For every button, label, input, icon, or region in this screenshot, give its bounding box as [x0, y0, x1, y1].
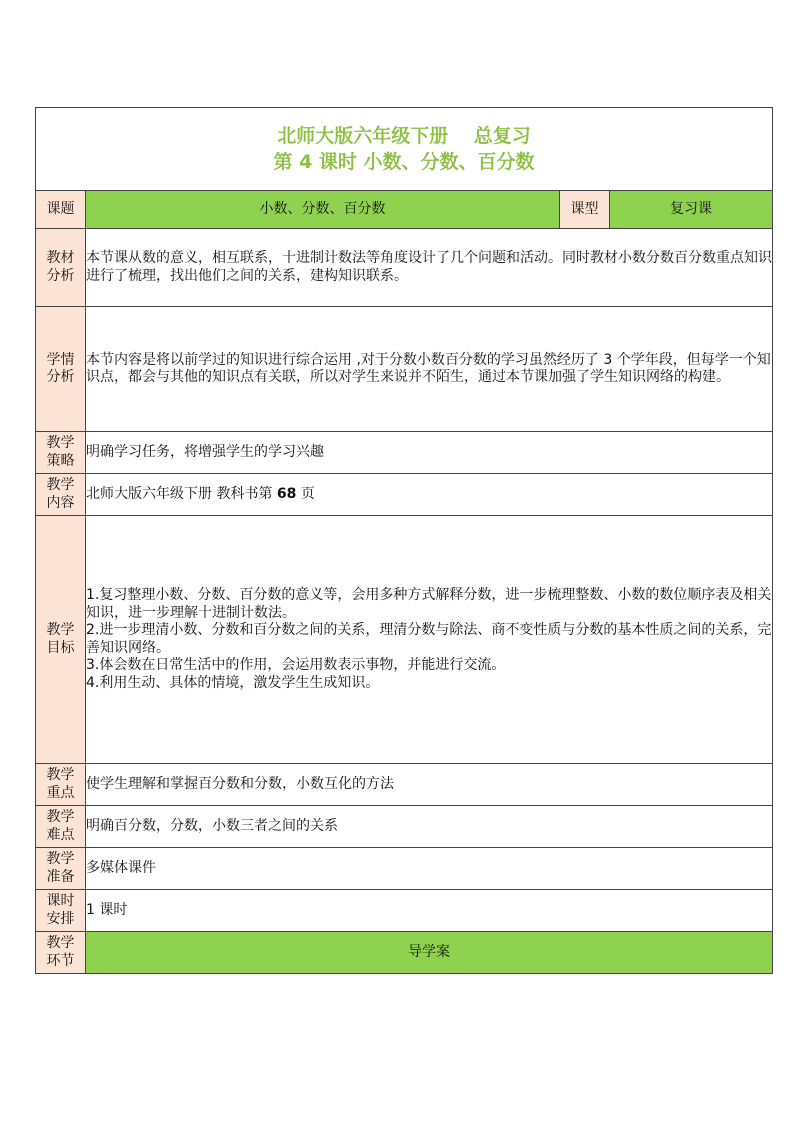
prep-label: 教学 准备: [36, 848, 86, 890]
goal-item: 1.复习整理小数、分数、百分数的意义等，会用多种方式解释分数，进一步梳理整数、小数的数位顺序表及相关知识，进一步理解十进制计数法。: [86, 587, 772, 621]
content-text-pre: 北师大版六年级下册 教科书第: [86, 485, 277, 502]
header-cell: [36, 108, 773, 191]
key-text: 使学生理解和掌握百分数和分数，小数互化的方法: [86, 764, 773, 806]
schedule-text: 1 课时: [86, 890, 773, 932]
doc-title: 北师大版六年级下册 总复习: [277, 125, 531, 147]
topic-label: 课题: [36, 191, 86, 229]
type-label: 课型: [560, 191, 610, 229]
type-value: 复习课: [610, 191, 773, 229]
difficulty-text: 明确百分数，分数，小数三者之间的关系: [86, 806, 773, 848]
material-label: 教材 分析: [36, 229, 86, 307]
lesson-title: 第 4 课时 小数、分数、百分数: [273, 151, 535, 173]
difficulty-label: 教学 难点: [36, 806, 86, 848]
learner-text: 本节内容是将以前学过的知识进行综合运用 ,对于分数小数百分数的学习虽然经历了 3 个学年段，但每学一个知识点，都会与其他的知识点有关联，所以对学生来说并不陌生，通过本节课加强了学生知识网络的构建。: [86, 307, 773, 432]
goals-label: 教学 目标: [36, 516, 86, 764]
goal-item: 4.利用生动、具体的情境，激发学生生成知识。: [86, 674, 380, 691]
strategy-text: 明确学习任务，将增强学生的学习兴趣: [86, 432, 773, 474]
content-label: 教学 内容: [36, 474, 86, 516]
stage-text: 导学案: [86, 932, 773, 974]
goal-item: 3.体会数在日常生活中的作用，会运用数表示事物，并能进行交流。: [86, 657, 506, 673]
goal-item: 2.进一步理清小数、分数和百分数之间的关系，理清分数与除法、商不变性质与分数的基本性质之间的关系，完善知识网络。: [86, 622, 772, 656]
schedule-label: 课时 安排: [36, 890, 86, 932]
material-text: 本节课从数的意义，相互联系，十进制计数法等角度设计了几个问题和活动。同时教材小数分数百分数重点知识进行了梳理，找出他们之间的关系，建构知识联系。: [86, 229, 773, 307]
key-label: 教学 重点: [36, 764, 86, 806]
strategy-label: 教学 策略: [36, 432, 86, 474]
content-text-post: 页: [296, 485, 315, 502]
goals-list: [86, 516, 773, 764]
prep-text: 多媒体课件: [86, 848, 773, 890]
content-page-number: 68: [276, 485, 297, 502]
content-text: [86, 474, 773, 516]
learner-label: 学情 分析: [36, 307, 86, 432]
lesson-plan-table: [35, 107, 773, 974]
stage-label: 教学 环节: [36, 932, 86, 974]
topic-value: 小数、分数、百分数: [86, 191, 560, 229]
